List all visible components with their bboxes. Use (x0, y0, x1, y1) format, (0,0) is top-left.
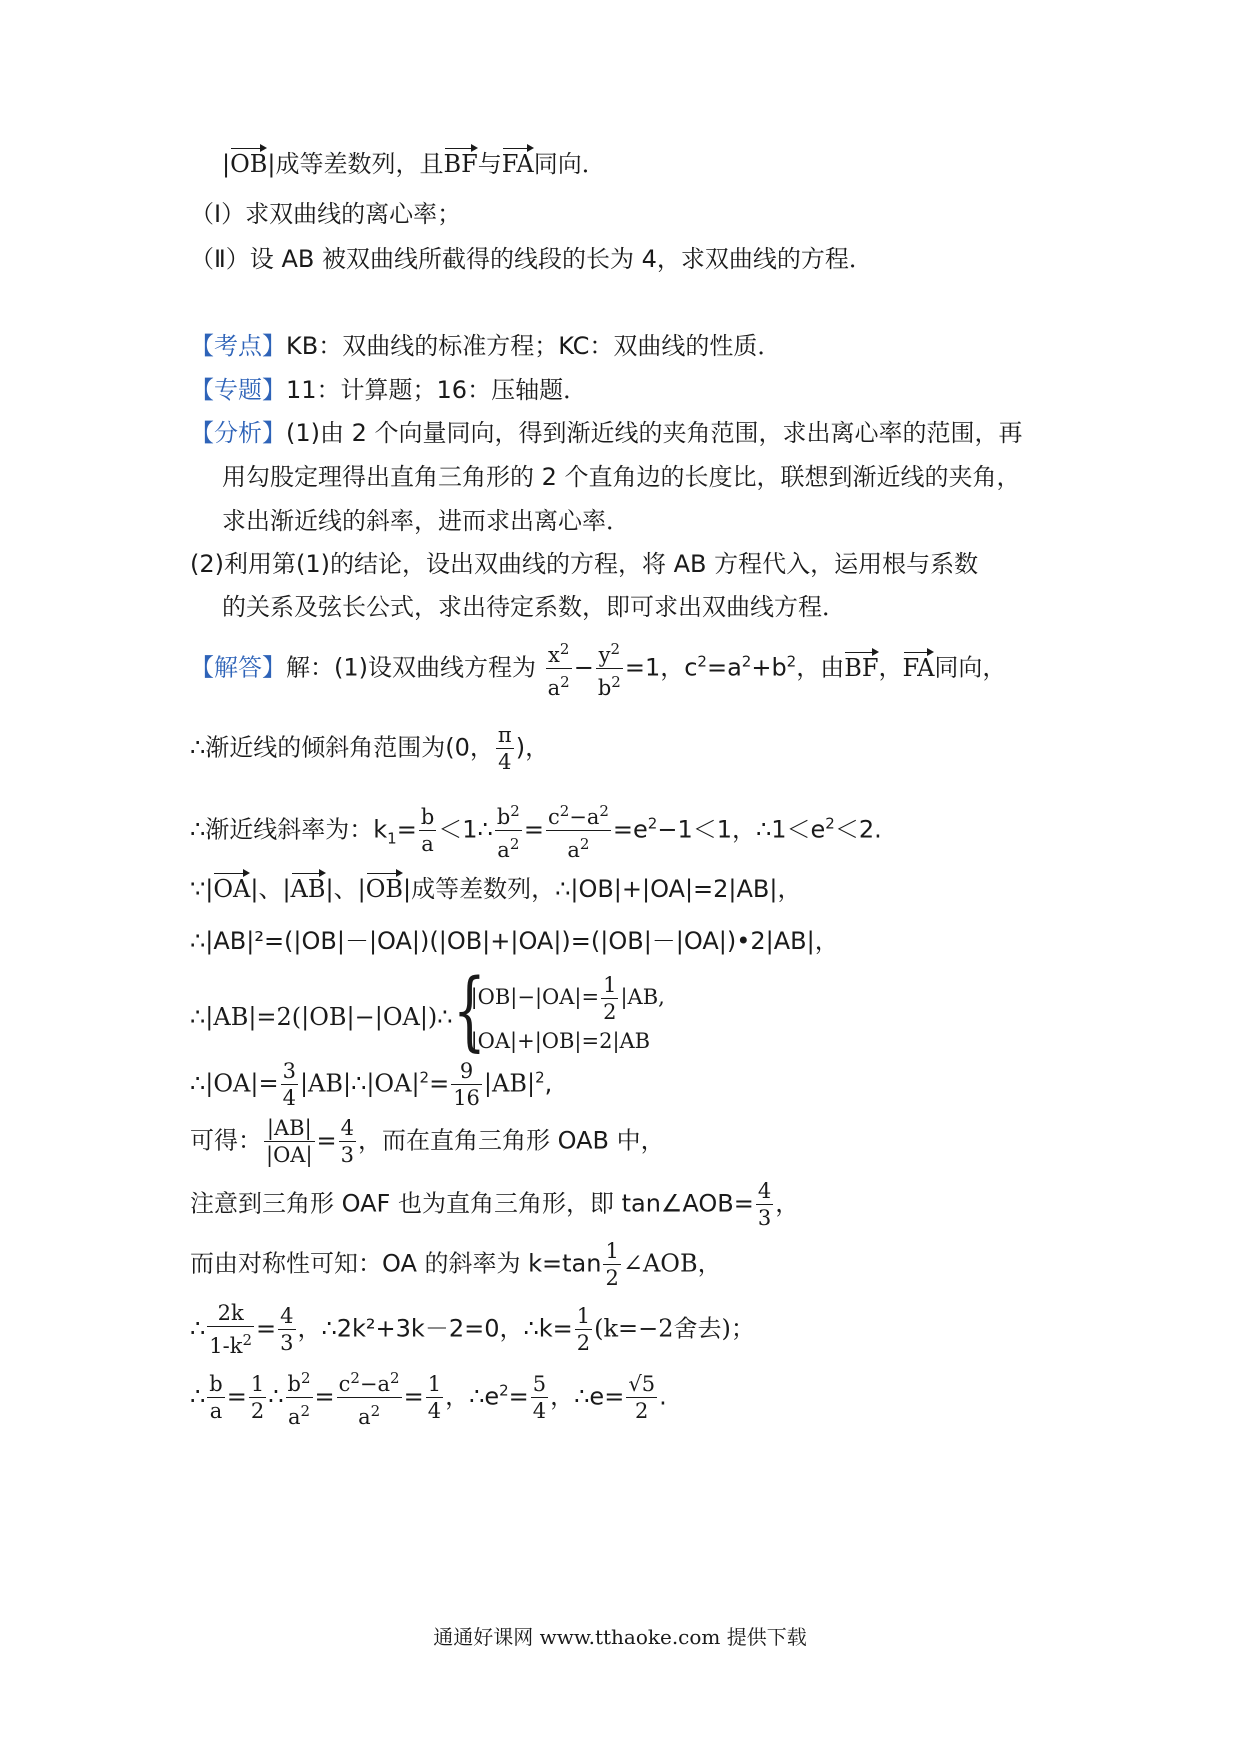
condition-line: |OB|成等差数列，且BF与FA同向． (222, 150, 606, 178)
solution-line-8: 可得： $\frac{|AB|}{|OA|}$ = $\frac{4}{3}$ ，而在直角三角形 OAB 中， (190, 1116, 665, 1167)
fraction-pi-4: $\frac{\pi}{4}$ (497, 723, 512, 774)
fraction-half-3: $\frac{1}{2}$ (250, 1372, 265, 1423)
fenxi-line-3: 求出渐近线的斜率，进而求出离心率． (222, 507, 630, 535)
zhuanti-line (190, 374, 587, 406)
fraction-1-4: $\frac{1}{4}$ (427, 1372, 442, 1423)
solution-line-3: ∴渐近线斜率为：$k_1=$ $\frac{b}{a}$ ＜1∴ $\frac{b^2}{a^2}$ = $\frac{c^2-a^2}{a^2}$ $=e^2-1<1$，$\therefore 1<e^2<2$. (190, 798, 882, 863)
fraction-c2a2-a2-2: $\frac{c^2-a^2}{a^2}$ (337, 1365, 402, 1430)
kaodian-tag: 【考点】 (190, 332, 286, 360)
fenxi-line-4: (2)利用第(1)的结论，设出双曲线的方程，将 AB 方程代入，运用根与系数 (190, 550, 979, 578)
fraction-4-3: $\frac{4}{3}$ (340, 1116, 355, 1167)
fraction-4-3-b: $\frac{4}{3}$ (757, 1179, 772, 1230)
fraction-half: $\frac{1}{2}$ (605, 1239, 619, 1290)
solution-line-12: ∴ $\frac{b}{a}$ = $\frac{1}{2}$ ∴ $\frac{b^2}{a^2}$ = $\frac{c^2-a^2}{a^2}$ = $\frac{1}{4}$ ，$\therefore e^2=$ $\frac{5}{4}$ ，∴e= $\frac{√5}{2}$ . (190, 1365, 667, 1430)
fraction-y2-b2: $\frac{y^2}{b^2}$ (596, 636, 623, 701)
vector-ob-2: OB (365, 875, 403, 903)
jieda-tag: 【解答】 (190, 653, 286, 682)
fraction-half-2: $\frac{1}{2}$ (576, 1304, 591, 1355)
fraction-1-2: $\frac{1}{2}$ (603, 973, 617, 1024)
zhuanti-tag: 【专题】 (190, 376, 286, 404)
fenxi-line-2: 用勾股定理得出直角三角形的 2 个直角边的长度比，联想到渐近线的夹角， (222, 463, 1021, 491)
vector-fa: FA (501, 150, 534, 178)
fraction-2k: $\frac{2k}{1-k^2}$ (209, 1301, 253, 1358)
fenxi-tag: 【分析】 (190, 419, 286, 447)
solution-line-7: ∴|OA|= $\frac{3}{4}$ $|AB|\therefore|OA|^2=$ $\frac{9}{16}$ $|AB|^2$, (190, 1059, 553, 1110)
equation-system: { |OB|−|OA|= $\frac{1}{2}$ |AB, |OA|+|OB|=2|AB (452, 961, 665, 1061)
vector-oa: OA (213, 875, 251, 903)
fraction-sqrt5-2: $\frac{√5}{2}$ (628, 1372, 656, 1423)
fraction-ab-oa: $\frac{|AB|}{|OA|}$ (266, 1116, 313, 1167)
footer-source: 通通好课网 www.tthaoke.com 提供下载 (433, 1625, 807, 1649)
fenxi-line-5: 的关系及弦长公式，求出待定系数，即可求出双曲线方程． (222, 593, 846, 621)
fenxi-line-1: 【分析】(1)由 2 个向量同向，得到渐近线的夹角范围，求出离心率的范围，再 (190, 419, 1023, 447)
solution-line-4: ∵|OA|、|AB|、|OB|成等差数列，∴|OB|+|OA|=2|AB|， (190, 875, 802, 903)
solution-line-11: ∴ $\frac{2k}{1-k^2}$ = $\frac{4}{3}$ ，∴2k²+3k－2=0，∴k= $\frac{1}{2}$ (k=−2舍去)； (190, 1301, 755, 1358)
fraction-9-16: $\frac{9}{16}$ (453, 1059, 480, 1110)
zhuanti-text: 11：计算题；16：压轴题． (286, 376, 588, 404)
fraction-5-4: $\frac{5}{4}$ (532, 1372, 547, 1423)
fraction-c2a2-a2: $\frac{c^2-a^2}{a^2}$ (546, 798, 611, 863)
kaodian-text: KB：双曲线的标准方程；KC：双曲线的性质． (286, 332, 782, 360)
question-1: （Ⅰ）求双曲线的离心率； (190, 200, 462, 228)
vector-bf: BF (443, 150, 478, 178)
solution-line-1: 【解答】解：(1)设双曲线方程为 $\frac{x^2}{a^2}$ − $\frac{y^2}{b^2}$ =1，$c^2=a^2+b^2$，由BF，FA同向， (190, 636, 1006, 701)
fraction-b2-a2: $\frac{b^2}{a^2}$ (495, 798, 522, 863)
vector-ob: OB (230, 150, 268, 178)
solution-line-9: 注意到三角形 OAF 也为直角三角形，即 tan∠AOB= $\frac{4}{3}$ ， (190, 1179, 800, 1230)
fraction-x2-a2: $\frac{x^2}{a^2}$ (546, 636, 572, 701)
fraction-b2-a2-2: $\frac{b^2}{a^2}$ (286, 1365, 313, 1430)
vector-bf-2: BF (844, 653, 879, 682)
kaodian-line (190, 330, 781, 362)
solution-line-10: 而由对称性可知：OA 的斜率为 k=tan $\frac{1}{2}$ ∠AOB， (190, 1239, 722, 1290)
fraction-3-4: $\frac{3}{4}$ (282, 1059, 296, 1110)
fraction-b-a-2: $\frac{b}{a}$ (209, 1372, 223, 1423)
vector-ab: AB (290, 875, 326, 903)
fraction-b-a: $\frac{b}{a}$ (420, 805, 435, 856)
fraction-4-3-c: $\frac{4}{3}$ (280, 1304, 294, 1355)
vector-fa-2: FA (902, 653, 935, 682)
solution-line-5: ∴|AB|²=(|OB|－|OA|)(|OB|+|OA|)=(|OB|－|OA|)•2|AB|， (190, 927, 839, 955)
solution-line-6: ∴|AB|=2(|OB|−|OA|)∴ { |OB|−|OA|= $\frac{1}{2}$ |AB, |OA|+|OB|=2|AB (190, 972, 665, 1064)
solution-line-2: ∴渐近线的倾斜角范围为(0， $\frac{\pi}{4}$ )， (190, 723, 550, 774)
question-2: （Ⅱ）设 AB 被双曲线所截得的线段的长为 4，求双曲线的方程． (190, 245, 873, 273)
